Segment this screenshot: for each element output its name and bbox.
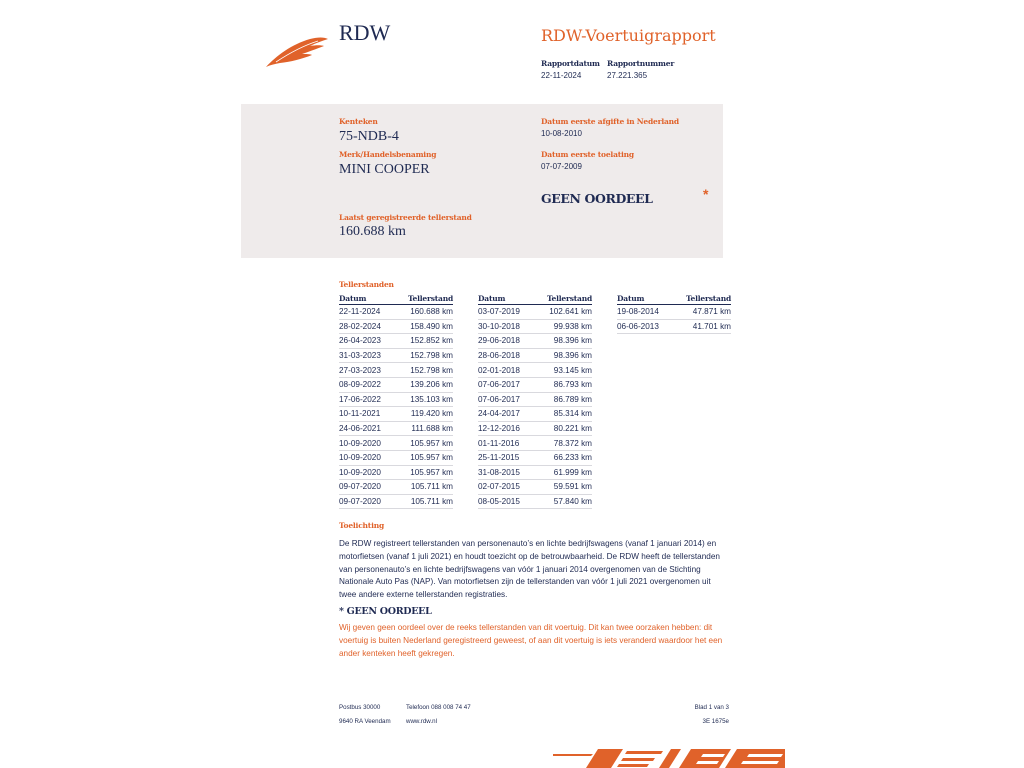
merk-value: MINI COOPER [339, 162, 430, 177]
row-tellerstand: 102.641 km [533, 305, 592, 320]
row-tellerstand: 57.840 km [533, 494, 592, 509]
row-tellerstand: 152.852 km [394, 334, 453, 349]
text-line: ander kenteken heeft gekregen. [339, 648, 455, 658]
row-datum: 24-06-2021 [339, 421, 394, 436]
vehicle-panel-notch [241, 246, 301, 258]
row-tellerstand: 98.396 km [533, 348, 592, 363]
rapportnummer-value: 27.221.365 [607, 71, 648, 80]
table-row [617, 305, 731, 320]
eerste-afgifte-label: Datum eerste afgifte in Nederland [541, 117, 679, 126]
row-datum: 30-10-2018 [478, 319, 533, 334]
row-tellerstand: 85.314 km [533, 407, 592, 422]
row-tellerstand: 59.591 km [533, 480, 592, 495]
table-row [617, 319, 731, 334]
table-row [339, 305, 453, 320]
vehicle-panel [241, 104, 723, 258]
row-tellerstand: 86.793 km [533, 377, 592, 392]
rapportdatum-label: Rapportdatum [541, 59, 600, 68]
row-datum: 07-06-2017 [478, 392, 533, 407]
table-row [339, 348, 453, 363]
tellerstanden-table-2 [478, 294, 592, 509]
col-datum: Datum [339, 294, 394, 305]
row-datum: 08-05-2015 [478, 494, 533, 509]
eerste-toelating-label: Datum eerste toelating [541, 150, 634, 159]
kenteken-value: 75-NDB-4 [339, 129, 399, 144]
tellerstanden-title: Tellerstanden [339, 280, 394, 289]
table-row [339, 319, 453, 334]
report-title: RDW-Voertuigrapport [541, 26, 716, 45]
tellerstanden-table-3 [617, 294, 731, 334]
table-row [339, 480, 453, 495]
row-datum: 10-09-2020 [339, 436, 394, 451]
table-row [478, 348, 592, 363]
table-row [478, 319, 592, 334]
table-row [339, 334, 453, 349]
table-row [339, 494, 453, 509]
table-row [339, 421, 453, 436]
eerste-afgifte-value: 10-08-2010 [541, 129, 582, 138]
table-row [478, 421, 592, 436]
footer-website: www.rdw.nl [406, 718, 437, 725]
row-datum: 02-01-2018 [478, 363, 533, 378]
text-line: Wij geven geen oordeel over de reeks tellerstanden van dit voertuig. Dit kan twee oorzaken hebben: dit [339, 623, 713, 632]
table-row [478, 480, 592, 495]
footer-blad: Blad 1 van 3 [694, 704, 729, 711]
table-row [339, 377, 453, 392]
rapportnummer-label: Rapportnummer [607, 59, 675, 68]
row-tellerstand: 61.999 km [533, 465, 592, 480]
row-datum: 29-06-2018 [478, 334, 533, 349]
row-datum: 19-08-2014 [617, 305, 672, 320]
footer-telefoon: Telefoon 088 008 74 47 [406, 704, 471, 711]
row-tellerstand: 105.957 km [394, 450, 453, 465]
row-tellerstand: 105.711 km [394, 480, 453, 495]
row-datum: 28-06-2018 [478, 348, 533, 363]
table-row [478, 305, 592, 320]
table-row [478, 494, 592, 509]
col-datum: Datum [478, 294, 533, 305]
col-datum: Datum [617, 294, 672, 305]
table-row [478, 450, 592, 465]
table-row [339, 465, 453, 480]
row-datum: 17-06-2022 [339, 392, 394, 407]
row-tellerstand: 86.789 km [533, 392, 592, 407]
text-line: voertuig is buiten Nederland geregistreerd geweest, of aan dit voertuig is iets veranderd waardoor het een [339, 635, 723, 645]
row-tellerstand: 105.957 km [394, 465, 453, 480]
row-tellerstand: 152.798 km [394, 363, 453, 378]
row-tellerstand: 119.420 km [394, 407, 453, 422]
row-tellerstand: 80.221 km [533, 421, 592, 436]
footer-postcode: 9640 RA Veendam [339, 718, 391, 725]
geen-oordeel-text [339, 622, 729, 660]
row-datum: 31-08-2015 [478, 465, 533, 480]
row-datum: 09-07-2020 [339, 494, 394, 509]
col-tellerstand: Tellerstand [672, 294, 731, 305]
row-tellerstand: 66.233 km [533, 450, 592, 465]
table-row [478, 436, 592, 451]
table-row [478, 363, 592, 378]
row-datum: 02-07-2015 [478, 480, 533, 495]
col-tellerstand: Tellerstand [533, 294, 592, 305]
geen-oordeel-title: * GEEN OORDEEL [339, 606, 432, 617]
row-datum: 28-02-2024 [339, 319, 394, 334]
row-tellerstand: 78.372 km [533, 436, 592, 451]
toelichting-title: Toelichting [339, 521, 385, 530]
row-datum: 03-07-2019 [478, 305, 533, 320]
col-tellerstand: Tellerstand [394, 294, 453, 305]
table-row [478, 465, 592, 480]
row-datum: 25-11-2015 [478, 450, 533, 465]
row-tellerstand: 158.490 km [394, 319, 453, 334]
rapportdatum-value: 22-11-2024 [541, 71, 582, 80]
row-datum: 01-11-2016 [478, 436, 533, 451]
footer-postbus: Postbus 30000 [339, 704, 381, 711]
row-datum: 08-09-2022 [339, 377, 394, 392]
text-line: van personenauto’s en lichte bedrijfswagens van vóór 1 januari 2014 overgenomen van de Stichting [339, 564, 701, 574]
row-datum: 09-07-2020 [339, 480, 394, 495]
row-tellerstand: 160.688 km [394, 305, 453, 320]
tellerstanden-table-1 [339, 294, 453, 509]
oordeel-badge: GEEN OORDEEL [541, 191, 653, 206]
row-datum: 12-12-2016 [478, 421, 533, 436]
row-datum: 07-06-2017 [478, 377, 533, 392]
row-datum: 26-04-2023 [339, 334, 394, 349]
table-row [478, 334, 592, 349]
org-name: RDW [339, 20, 391, 45]
table-row [478, 377, 592, 392]
row-tellerstand: 41.701 km [672, 319, 731, 334]
merk-label: Merk/Handelsbenaming [339, 150, 437, 159]
table-row [339, 436, 453, 451]
table-row [339, 363, 453, 378]
row-datum: 10-11-2021 [339, 407, 394, 422]
table-row [339, 450, 453, 465]
tellerstand-label: Laatst geregistreerde tellerstand [339, 213, 472, 222]
row-tellerstand: 105.711 km [394, 494, 453, 509]
text-line: twee andere externe tellerstanden registraties. [339, 590, 508, 600]
row-tellerstand: 93.145 km [533, 363, 592, 378]
row-tellerstand: 98.396 km [533, 334, 592, 349]
row-datum: 31-03-2023 [339, 348, 394, 363]
row-tellerstand: 99.938 km [533, 319, 592, 334]
toelichting-text [339, 538, 729, 602]
row-datum: 27-03-2023 [339, 363, 394, 378]
row-tellerstand: 135.103 km [394, 392, 453, 407]
row-tellerstand: 152.798 km [394, 348, 453, 363]
row-tellerstand: 139.206 km [394, 377, 453, 392]
row-datum: 22-11-2024 [339, 305, 394, 320]
row-tellerstand: 47.871 km [672, 305, 731, 320]
kenteken-label: Kenteken [339, 117, 378, 126]
footer-code: 3E 1675e [702, 718, 729, 725]
text-line: De RDW registreert tellerstanden van personenauto’s en lichte bedrijfswagens (vanaf 1 januari 2014) en [339, 539, 717, 548]
row-datum: 10-09-2020 [339, 465, 394, 480]
text-line: Nationale Auto Pas (NAP). Van motorfietsen zijn de tellerstanden van vóór 1 juli 2021 overgenomen uit [339, 577, 711, 587]
row-datum: 24-04-2017 [478, 407, 533, 422]
eerste-toelating-value: 07-07-2009 [541, 162, 582, 171]
oordeel-marker: * [703, 186, 709, 202]
row-tellerstand: 111.688 km [394, 421, 453, 436]
table-row [478, 407, 592, 422]
tellerstand-value: 160.688 km [339, 224, 406, 239]
row-datum: 10-09-2020 [339, 450, 394, 465]
table-row [339, 392, 453, 407]
rdw-logo-icon [266, 34, 330, 68]
row-tellerstand: 105.957 km [394, 436, 453, 451]
table-row [478, 392, 592, 407]
text-line: motorfietsen (vanaf 1 juli 2021) en houdt toezicht op de betrouwbaarheid. De RDW heeft de tellerstanden [339, 551, 720, 561]
row-datum: 06-06-2013 [617, 319, 672, 334]
table-row [339, 407, 453, 422]
decorative-stripes-icon [553, 745, 785, 768]
